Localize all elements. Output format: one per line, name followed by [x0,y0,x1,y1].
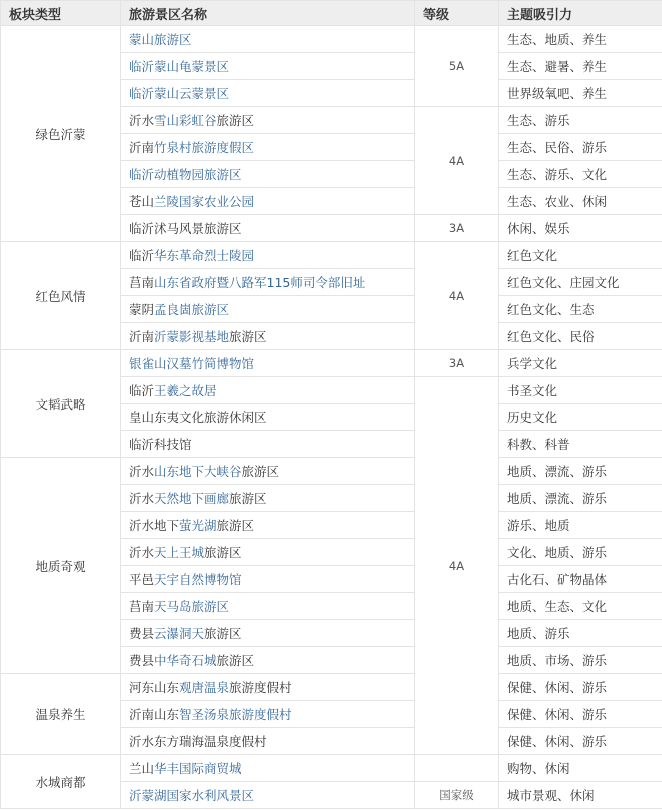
scenic-name-cell [121,539,415,566]
scenic-name-text: 临沂科技馆 [129,437,192,452]
theme-cell: 地质、漂流、游乐 [499,485,662,512]
scenic-name-text: 沂水东方瑞海温泉度假村 [129,734,267,749]
scenic-name-link[interactable]: 沂蒙影视基地 [154,329,230,344]
header-type: 板块类型 [1,1,121,26]
scenic-name-link[interactable]: 华丰国际商贸城 [154,761,242,776]
scenic-name-cell [121,593,415,620]
scenic-name-cell [121,323,415,350]
scenic-name-text: 费县 [129,653,155,668]
scenic-name-text: 费县 [129,626,155,641]
theme-cell: 科教、科普 [499,431,662,458]
theme-cell: 古化石、矿物晶体 [499,566,662,593]
scenic-name-text: 旅游区 [229,491,267,506]
scenic-name-cell [121,782,415,809]
scenic-name-link[interactable]: 雪山彩虹谷 [154,113,217,128]
scenic-name-cell [121,350,415,377]
scenic-name-text: 沂水 [129,113,155,128]
scenic-name-cell [121,377,415,404]
scenic-name-cell [121,188,415,215]
theme-cell: 红色文化 [499,242,662,269]
scenic-name-link[interactable]: 天上王城 [154,545,205,560]
category-cell: 温泉养生 [1,674,121,755]
scenic-name-cell [121,269,415,296]
scenic-name-text: 沂水 [129,491,155,506]
scenic-name-cell [121,242,415,269]
theme-cell: 生态、地质、养生 [499,26,662,53]
theme-cell: 生态、避暑、养生 [499,53,662,80]
scenic-name-text: 苍山 [129,194,155,209]
scenic-name-text: 旅游区 [216,518,255,533]
category-cell: 水城商都 [1,755,121,809]
theme-cell: 红色文化、庄园文化 [499,269,662,296]
theme-cell: 保健、休闲、游乐 [499,701,662,728]
category-cell: 文韬武略 [1,350,121,458]
category-cell: 绿色沂蒙 [1,26,121,242]
grade-cell: 3A [415,350,499,377]
scenic-name-cell [121,26,415,53]
scenic-name-text: 沂水 [129,464,155,479]
theme-cell: 世界级氧吧、养生 [499,80,662,107]
scenic-name-cell [121,215,415,242]
scenic-name-link[interactable]: 竹泉村旅游度假区 [154,140,255,155]
theme-cell: 购物、休闲 [499,755,662,782]
scenic-name-link[interactable]: 银雀山汉墓竹简博物馆 [129,356,255,371]
header-row [1,1,662,26]
scenic-name-cell [121,512,415,539]
scenic-name-cell [121,485,415,512]
scenic-name-cell [121,404,415,431]
scenic-name-text: 旅游区 [241,464,280,479]
scenic-name-link[interactable]: 天然地下画廊 [154,491,230,506]
header-grade: 等级 [415,1,499,26]
scenic-name-text: 临沂 [129,248,155,263]
scenic-name-text: 河东山东 [129,680,180,695]
scenic-name-cell [121,161,415,188]
grade-cell: 5A [415,26,499,107]
scenic-name-cell [121,701,415,728]
theme-cell: 休闲、娱乐 [499,215,662,242]
theme-cell: 地质、生态、文化 [499,593,662,620]
scenic-name-cell [121,458,415,485]
scenic-name-cell [121,755,415,782]
header-theme: 主题吸引力 [499,1,662,26]
scenic-name-cell [121,674,415,701]
scenic-name-link[interactable]: 临沂蒙山云蒙景区 [129,86,230,101]
scenic-name-link[interactable]: 云瀑洞天 [154,626,205,641]
scenic-name-link[interactable]: 王羲之故居 [154,383,217,398]
grade-cell: 4A [415,377,499,755]
scenic-name-link[interactable]: 天宇自然博物馆 [154,572,242,587]
table-body [1,26,662,809]
grade-cell: 4A [415,242,499,350]
scenic-name-text: 临沂沭马风景旅游区 [129,221,242,236]
theme-cell: 地质、游乐 [499,620,662,647]
grade-cell: 4A [415,107,499,215]
scenic-name-text: 旅游度假村 [229,680,292,695]
scenic-name-link[interactable]: 山东地下大峡谷 [154,464,242,479]
scenic-name-cell [121,566,415,593]
header-name: 旅游景区名称 [121,1,415,26]
scenic-name-text: 莒南 [129,275,155,290]
scenic-name-cell [121,107,415,134]
scenic-name-link[interactable]: 天马岛旅游区 [154,599,230,614]
scenic-name-cell [121,53,415,80]
category-cell: 地质奇观 [1,458,121,674]
table-row [1,350,662,377]
theme-cell: 生态、民俗、游乐 [499,134,662,161]
scenic-name-text: 皇山东夷文化旅游休闲区 [129,410,267,425]
theme-cell: 保健、休闲、游乐 [499,728,662,755]
scenic-name-text: 沂水地下 [129,518,180,533]
theme-cell: 城市景观、休闲 [499,782,662,809]
scenic-name-text: 旅游区 [204,626,242,641]
scenic-name-cell [121,134,415,161]
scenic-name-link[interactable]: 智圣汤泉旅游度假村 [179,707,292,722]
category-cell: 红色风情 [1,242,121,350]
scenic-name-cell [121,647,415,674]
grade-cell: 3A [415,215,499,242]
theme-cell: 红色文化、民俗 [499,323,662,350]
grade-cell: 国家级 [415,782,499,809]
scenic-name-text: 旅游区 [216,653,255,668]
scenic-name-link[interactable]: 临沂蒙山龟蒙景区 [129,59,230,74]
scenic-name-text: 蒙阴 [129,302,155,317]
table-row [1,755,662,782]
theme-cell: 地质、漂流、游乐 [499,458,662,485]
scenic-name-link[interactable]: 蒙山旅游区 [129,32,192,47]
scenic-name-link[interactable]: 华东革命烈士陵园 [154,248,255,263]
theme-cell: 生态、农业、休闲 [499,188,662,215]
scenic-name-text: 临沂 [129,383,155,398]
theme-cell: 地质、市场、游乐 [499,647,662,674]
theme-cell: 游乐、地质 [499,512,662,539]
scenic-name-link[interactable]: 孟良崮旅游区 [154,302,230,317]
scenic-name-text: 平邑 [129,572,155,587]
scenic-name-text: 沂南山东 [129,707,180,722]
theme-cell: 兵学文化 [499,350,662,377]
scenic-name-link[interactable]: 萤光湖 [179,518,217,533]
scenic-name-link[interactable]: 兰陵国家农业公园 [154,194,255,209]
theme-cell: 文化、地质、游乐 [499,539,662,566]
grade-cell [415,755,499,782]
theme-cell: 保健、休闲、游乐 [499,674,662,701]
scenic-name-cell [121,620,415,647]
scenic-name-link[interactable]: 临沂动植物园旅游区 [129,167,242,182]
scenic-name-text: 旅游区 [229,329,267,344]
table-row [1,26,662,53]
scenic-name-text: 沂水 [129,545,155,560]
scenic-name-cell [121,728,415,755]
theme-cell: 书圣文化 [499,377,662,404]
table-row [1,242,662,269]
scenic-name-text: 沂南 [129,140,155,155]
scenic-name-text: 兰山 [129,761,155,776]
scenic-name-text: 沂南 [129,329,155,344]
theme-cell: 生态、游乐、文化 [499,161,662,188]
scenic-name-link[interactable]: 观唐温泉 [179,680,230,695]
scenic-name-text: 旅游区 [216,113,255,128]
theme-cell: 历史文化 [499,404,662,431]
theme-cell: 生态、游乐 [499,107,662,134]
table-row [1,458,662,485]
scenic-name-link[interactable]: 沂蒙湖国家水利风景区 [129,788,255,803]
table-row [1,674,662,701]
theme-cell: 红色文化、生态 [499,296,662,323]
scenic-name-text: 莒南 [129,599,155,614]
scenic-name-text: 旅游区 [204,545,242,560]
scenic-name-cell [121,80,415,107]
scenic-name-link[interactable]: 山东省政府暨八路军115师司令部旧址 [154,275,366,290]
scenic-name-cell [121,431,415,458]
scenic-name-cell [121,296,415,323]
scenic-name-link[interactable]: 中华奇石城 [154,653,217,668]
